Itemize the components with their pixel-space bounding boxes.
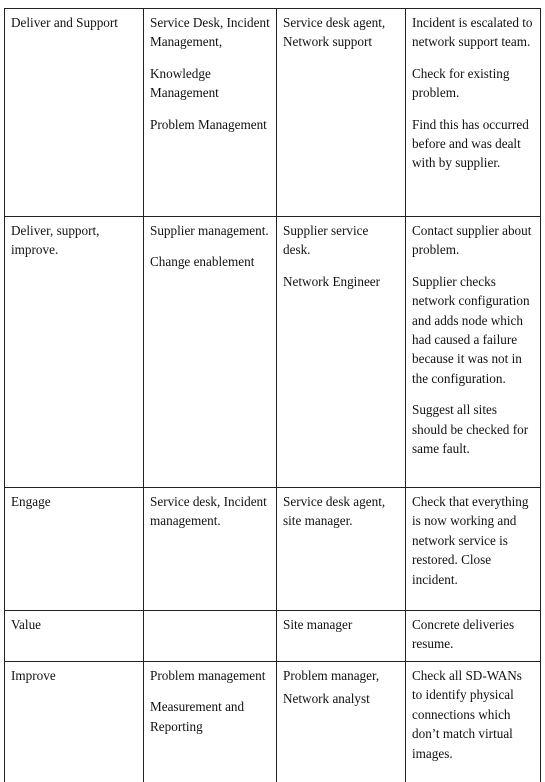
practices-cell (144, 217, 277, 488)
roles-cell (277, 611, 406, 662)
cell-text: Change enablement (150, 254, 255, 270)
roles-cell (277, 488, 406, 611)
cell-text: Find this has occurred before and was dealt with by supplier. (412, 116, 529, 171)
document-table (4, 8, 541, 782)
cell-text: Site manager (283, 617, 353, 632)
actions-cell (406, 488, 541, 611)
cell-text: Check that everything is now working and network service is restored. Close incident. (412, 494, 529, 587)
cell-text: Concrete deliveries resume. (412, 617, 515, 652)
actions-cell (406, 217, 541, 488)
cell-text: Service Desk, Incident Management, (150, 15, 270, 50)
practices-cell (144, 611, 277, 662)
stage-cell (5, 611, 144, 662)
stage-cell (5, 217, 144, 488)
cell-text: Improve (11, 668, 56, 683)
cell-text: Network Engineer (283, 273, 381, 289)
cell-text: Measurement and Reporting (150, 699, 245, 734)
practices-cell (144, 488, 277, 611)
practices-cell (144, 9, 277, 217)
cell-text: Problem management (150, 668, 266, 683)
stage-cell (5, 488, 144, 611)
stage-cell (5, 9, 144, 217)
cell-text: Engage (11, 494, 51, 509)
table-row (5, 611, 541, 662)
cell-text: Supplier service desk. (283, 223, 369, 258)
cell-text: Supplier management. (150, 223, 269, 238)
practices-cell (144, 662, 277, 782)
cell-text: Check for existing problem. (412, 65, 510, 101)
stage-cell (5, 662, 144, 782)
cell-text: Knowledge Management (150, 65, 219, 101)
roles-cell (277, 217, 406, 488)
table-row (5, 217, 541, 488)
cell-text: Service desk, Incident management. (150, 494, 267, 529)
cell-text: Check all SD-WANs to identify physical connections which don’t match virtual images. (412, 668, 522, 761)
actions-cell (406, 662, 541, 782)
cell-text: Service desk agent, Network support (283, 15, 386, 50)
cell-text: Deliver and Support (11, 15, 118, 30)
roles-cell (277, 662, 406, 782)
actions-cell (406, 9, 541, 217)
cell-text: Supplier checks network configuration and adds node which had caused a failure because it was not in the configuration. (412, 273, 530, 386)
cell-text: Suggest all sites should be checked for same fault. (412, 402, 529, 457)
roles-cell (277, 9, 406, 217)
cell-text: Value (11, 617, 42, 632)
cell-text: Incident is escalated to network support team. (412, 15, 533, 50)
cell-text: Problem manager, (283, 668, 380, 683)
cell-text: Problem Management (150, 116, 267, 132)
cell-text: Contact supplier about problem. (412, 223, 532, 258)
actions-cell (406, 611, 541, 662)
table-row (5, 9, 541, 217)
cell-text: Service desk agent, site manager. (283, 494, 386, 529)
table-row (5, 488, 541, 611)
table-row (5, 662, 541, 782)
cell-text: Network analyst (283, 691, 370, 707)
cell-text: Deliver, support, improve. (11, 223, 100, 258)
